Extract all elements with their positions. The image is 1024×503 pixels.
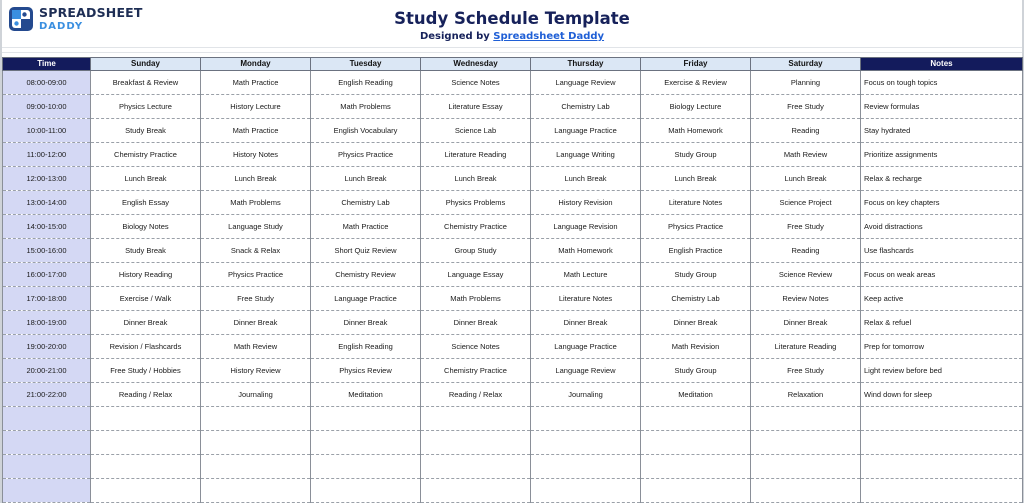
- divider: [2, 52, 1022, 53]
- schedule-cell-saturday[interactable]: Reading: [751, 239, 861, 263]
- column-header-wednesday[interactable]: Wednesday: [421, 58, 531, 71]
- schedule-cell-tuesday[interactable]: Math Practice: [311, 215, 421, 239]
- time-cell[interactable]: 15:00-16:00: [3, 239, 91, 263]
- time-cell[interactable]: 18:00-19:00: [3, 311, 91, 335]
- notes-cell[interactable]: Focus on tough topics: [861, 71, 1023, 95]
- schedule-cell-monday[interactable]: Math Practice: [201, 71, 311, 95]
- schedule-cell-sunday[interactable]: Revision / Flashcards: [91, 335, 201, 359]
- table-row: [3, 479, 1023, 503]
- table-row: [3, 287, 1023, 311]
- schedule-cell-thursday[interactable]: History Revision: [531, 191, 641, 215]
- schedule-cell-sunday[interactable]: Biology Notes: [91, 215, 201, 239]
- schedule-cell-friday[interactable]: Literature Notes: [641, 191, 751, 215]
- time-cell[interactable]: 17:00-18:00: [3, 287, 91, 311]
- schedule-cell-thursday[interactable]: Language Review: [531, 71, 641, 95]
- time-cell[interactable]: 08:00-09:00: [3, 71, 91, 95]
- schedule-cell-saturday[interactable]: Science Project: [751, 191, 861, 215]
- schedule-cell-wednesday[interactable]: Lunch Break: [421, 167, 531, 191]
- table-row: [3, 263, 1023, 287]
- schedule-cell-saturday[interactable]: Free Study: [751, 215, 861, 239]
- schedule-cell-thursday[interactable]: Journaling: [531, 383, 641, 407]
- schedule-cell-friday[interactable]: Math Revision: [641, 335, 751, 359]
- schedule-cell-friday[interactable]: Dinner Break: [641, 311, 751, 335]
- table-row: [3, 431, 1023, 455]
- schedule-cell-thursday[interactable]: Language Writing: [531, 143, 641, 167]
- schedule-cell-monday[interactable]: Dinner Break: [201, 311, 311, 335]
- schedule-cell-saturday[interactable]: Free Study: [751, 95, 861, 119]
- subtitle-prefix: Designed by: [419, 31, 490, 42]
- schedule-cell-monday[interactable]: Math Practice: [201, 119, 311, 143]
- column-header-sunday[interactable]: Sunday: [91, 58, 201, 71]
- schedule-cell-tuesday[interactable]: [311, 479, 421, 503]
- schedule-cell-monday[interactable]: [201, 431, 311, 455]
- table-row: [3, 191, 1023, 215]
- schedule-cell-thursday[interactable]: Language Practice: [531, 119, 641, 143]
- schedule-cell-wednesday[interactable]: Science Lab: [421, 119, 531, 143]
- schedule-cell-saturday[interactable]: Planning: [751, 71, 861, 95]
- column-header-tuesday[interactable]: Tuesday: [311, 58, 421, 71]
- table-row: [3, 335, 1023, 359]
- column-header-time[interactable]: Time: [3, 58, 91, 71]
- table-row: [3, 311, 1023, 335]
- notes-cell[interactable]: Prioritize assignments: [861, 143, 1023, 167]
- table-row: [3, 143, 1023, 167]
- schedule-cell-friday[interactable]: Physics Practice: [641, 215, 751, 239]
- schedule-cell-saturday[interactable]: Relaxation: [751, 383, 861, 407]
- schedule-cell-sunday[interactable]: English Essay: [91, 191, 201, 215]
- time-cell[interactable]: [3, 455, 91, 479]
- schedule-cell-tuesday[interactable]: [311, 455, 421, 479]
- schedule-cell-saturday[interactable]: Dinner Break: [751, 311, 861, 335]
- table-row: [3, 71, 1023, 95]
- schedule-cell-tuesday[interactable]: English Reading: [311, 71, 421, 95]
- schedule-cell-tuesday[interactable]: Chemistry Lab: [311, 191, 421, 215]
- time-cell[interactable]: 11:00-12:00: [3, 143, 91, 167]
- schedule-cell-saturday[interactable]: Math Review: [751, 143, 861, 167]
- schedule-cell-tuesday[interactable]: Short Quiz Review: [311, 239, 421, 263]
- divider: [2, 47, 1022, 48]
- schedule-cell-thursday[interactable]: Dinner Break: [531, 311, 641, 335]
- schedule-cell-thursday[interactable]: Language Review: [531, 359, 641, 383]
- schedule-cell-tuesday[interactable]: Physics Review: [311, 359, 421, 383]
- schedule-cell-saturday[interactable]: Literature Reading: [751, 335, 861, 359]
- schedule-table: [2, 57, 1023, 503]
- schedule-cell-monday[interactable]: Math Problems: [201, 191, 311, 215]
- schedule-cell-friday[interactable]: Study Group: [641, 263, 751, 287]
- schedule-cell-friday[interactable]: Biology Lecture: [641, 95, 751, 119]
- notes-cell[interactable]: Stay hydrated: [861, 119, 1023, 143]
- schedule-cell-saturday[interactable]: [751, 479, 861, 503]
- time-cell[interactable]: 19:00-20:00: [3, 335, 91, 359]
- notes-cell[interactable]: Review formulas: [861, 95, 1023, 119]
- schedule-cell-tuesday[interactable]: [311, 407, 421, 431]
- schedule-cell-monday[interactable]: History Notes: [201, 143, 311, 167]
- schedule-cell-saturday[interactable]: Science Review: [751, 263, 861, 287]
- notes-cell[interactable]: Keep active: [861, 287, 1023, 311]
- schedule-cell-wednesday[interactable]: [421, 455, 531, 479]
- notes-cell[interactable]: [861, 455, 1023, 479]
- schedule-cell-friday[interactable]: Lunch Break: [641, 167, 751, 191]
- schedule-cell-saturday[interactable]: Reading: [751, 119, 861, 143]
- schedule-cell-sunday[interactable]: Dinner Break: [91, 311, 201, 335]
- schedule-cell-friday[interactable]: [641, 455, 751, 479]
- column-header-monday[interactable]: Monday: [201, 58, 311, 71]
- schedule-cell-tuesday[interactable]: English Vocabulary: [311, 119, 421, 143]
- notes-cell[interactable]: Light review before bed: [861, 359, 1023, 383]
- schedule-cell-sunday[interactable]: [91, 407, 201, 431]
- schedule-cell-saturday[interactable]: [751, 431, 861, 455]
- schedule-cell-monday[interactable]: Math Review: [201, 335, 311, 359]
- schedule-cell-monday[interactable]: Snack & Relax: [201, 239, 311, 263]
- schedule-cell-wednesday[interactable]: [421, 407, 531, 431]
- schedule-cell-friday[interactable]: Math Homework: [641, 119, 751, 143]
- schedule-cell-wednesday[interactable]: Science Notes: [421, 335, 531, 359]
- schedule-cell-monday[interactable]: Physics Practice: [201, 263, 311, 287]
- table-row: [3, 359, 1023, 383]
- column-header-friday[interactable]: Friday: [641, 58, 751, 71]
- schedule-cell-friday[interactable]: Chemistry Lab: [641, 287, 751, 311]
- time-cell[interactable]: 10:00-11:00: [3, 119, 91, 143]
- column-header-saturday[interactable]: Saturday: [751, 58, 861, 71]
- schedule-cell-friday[interactable]: Exercise & Review: [641, 71, 751, 95]
- schedule-cell-wednesday[interactable]: Literature Essay: [421, 95, 531, 119]
- schedule-cell-saturday[interactable]: [751, 407, 861, 431]
- table-row: [3, 167, 1023, 191]
- schedule-cell-thursday[interactable]: [531, 431, 641, 455]
- schedule-cell-friday[interactable]: [641, 407, 751, 431]
- schedule-cell-thursday[interactable]: Math Homework: [531, 239, 641, 263]
- notes-cell[interactable]: Relax & refuel: [861, 311, 1023, 335]
- time-cell[interactable]: 13:00-14:00: [3, 191, 91, 215]
- schedule-cell-monday[interactable]: Journaling: [201, 383, 311, 407]
- schedule-cell-wednesday[interactable]: Chemistry Practice: [421, 359, 531, 383]
- schedule-cell-tuesday[interactable]: Dinner Break: [311, 311, 421, 335]
- schedule-cell-friday[interactable]: Study Group: [641, 359, 751, 383]
- schedule-cell-friday[interactable]: English Practice: [641, 239, 751, 263]
- notes-cell[interactable]: Wind down for sleep: [861, 383, 1023, 407]
- schedule-cell-wednesday[interactable]: Group Study: [421, 239, 531, 263]
- designer-link[interactable]: Spreadsheet Daddy: [493, 31, 605, 42]
- table-header-row: [3, 58, 1023, 71]
- schedule-cell-tuesday[interactable]: [311, 431, 421, 455]
- notes-cell[interactable]: Prep for tomorrow: [861, 335, 1023, 359]
- schedule-cell-monday[interactable]: Free Study: [201, 287, 311, 311]
- schedule-cell-monday[interactable]: Language Study: [201, 215, 311, 239]
- schedule-cell-sunday[interactable]: Study Break: [91, 119, 201, 143]
- schedule-cell-sunday[interactable]: [91, 431, 201, 455]
- time-cell[interactable]: [3, 431, 91, 455]
- table-row: [3, 239, 1023, 263]
- schedule-cell-wednesday[interactable]: Reading / Relax: [421, 383, 531, 407]
- schedule-cell-wednesday[interactable]: [421, 431, 531, 455]
- schedule-cell-sunday[interactable]: Reading / Relax: [91, 383, 201, 407]
- brand-name-secondary: DADDY: [39, 20, 84, 32]
- schedule-cell-thursday[interactable]: Literature Notes: [531, 287, 641, 311]
- schedule-cell-sunday[interactable]: Breakfast & Review: [91, 71, 201, 95]
- schedule-cell-sunday[interactable]: Study Break: [91, 239, 201, 263]
- schedule-cell-tuesday[interactable]: English Reading: [311, 335, 421, 359]
- schedule-cell-thursday[interactable]: [531, 407, 641, 431]
- time-cell[interactable]: [3, 479, 91, 503]
- notes-cell[interactable]: [861, 407, 1023, 431]
- time-cell[interactable]: 09:00-10:00: [3, 95, 91, 119]
- schedule-cell-thursday[interactable]: Math Lecture: [531, 263, 641, 287]
- schedule-cell-saturday[interactable]: Review Notes: [751, 287, 861, 311]
- schedule-cell-monday[interactable]: Lunch Break: [201, 167, 311, 191]
- schedule-cell-wednesday[interactable]: Physics Problems: [421, 191, 531, 215]
- table-row: [3, 215, 1023, 239]
- column-header-thursday[interactable]: Thursday: [531, 58, 641, 71]
- notes-cell[interactable]: Focus on weak areas: [861, 263, 1023, 287]
- schedule-cell-tuesday[interactable]: Language Practice: [311, 287, 421, 311]
- schedule-cell-monday[interactable]: [201, 455, 311, 479]
- table-row: [3, 407, 1023, 431]
- schedule-cell-friday[interactable]: [641, 431, 751, 455]
- notes-cell[interactable]: Relax & recharge: [861, 167, 1023, 191]
- schedule-cell-wednesday[interactable]: Dinner Break: [421, 311, 531, 335]
- brand-name: SPREADSHEET: [39, 5, 143, 20]
- schedule-cell-friday[interactable]: [641, 479, 751, 503]
- schedule-cell-monday[interactable]: [201, 407, 311, 431]
- schedule-cell-sunday[interactable]: [91, 479, 201, 503]
- schedule-cell-thursday[interactable]: [531, 455, 641, 479]
- table-row: [3, 383, 1023, 407]
- notes-cell[interactable]: Avoid distractions: [861, 215, 1023, 239]
- schedule-cell-thursday[interactable]: Lunch Break: [531, 167, 641, 191]
- schedule-cell-tuesday[interactable]: Math Problems: [311, 95, 421, 119]
- schedule-cell-wednesday[interactable]: Chemistry Practice: [421, 215, 531, 239]
- time-cell[interactable]: [3, 407, 91, 431]
- schedule-cell-thursday[interactable]: Language Revision: [531, 215, 641, 239]
- schedule-cell-saturday[interactable]: [751, 455, 861, 479]
- schedule-cell-sunday[interactable]: Free Study / Hobbies: [91, 359, 201, 383]
- notes-cell[interactable]: [861, 479, 1023, 503]
- page-subtitle: [0, 31, 1024, 42]
- schedule-cell-tuesday[interactable]: Lunch Break: [311, 167, 421, 191]
- schedule-cell-sunday[interactable]: Chemistry Practice: [91, 143, 201, 167]
- schedule-cell-monday[interactable]: History Lecture: [201, 95, 311, 119]
- schedule-cell-thursday[interactable]: Language Practice: [531, 335, 641, 359]
- schedule-cell-saturday[interactable]: Lunch Break: [751, 167, 861, 191]
- schedule-cell-sunday[interactable]: Exercise / Walk: [91, 287, 201, 311]
- time-cell[interactable]: 16:00-17:00: [3, 263, 91, 287]
- time-cell[interactable]: 12:00-13:00: [3, 167, 91, 191]
- schedule-cell-wednesday[interactable]: Literature Reading: [421, 143, 531, 167]
- notes-cell[interactable]: Focus on key chapters: [861, 191, 1023, 215]
- schedule-cell-wednesday[interactable]: Language Essay: [421, 263, 531, 287]
- column-header-notes[interactable]: Notes: [861, 58, 1023, 71]
- schedule-cell-thursday[interactable]: [531, 479, 641, 503]
- schedule-cell-tuesday[interactable]: Chemistry Review: [311, 263, 421, 287]
- schedule-cell-monday[interactable]: History Review: [201, 359, 311, 383]
- schedule-cell-friday[interactable]: Study Group: [641, 143, 751, 167]
- schedule-cell-friday[interactable]: Meditation: [641, 383, 751, 407]
- page-title: Study Schedule Template: [394, 9, 630, 28]
- schedule-cell-sunday[interactable]: History Reading: [91, 263, 201, 287]
- schedule-cell-wednesday[interactable]: [421, 479, 531, 503]
- schedule-cell-sunday[interactable]: Physics Lecture: [91, 95, 201, 119]
- schedule-cell-sunday[interactable]: [91, 455, 201, 479]
- table-row: [3, 95, 1023, 119]
- schedule-cell-thursday[interactable]: Chemistry Lab: [531, 95, 641, 119]
- schedule-cell-wednesday[interactable]: Science Notes: [421, 71, 531, 95]
- schedule-cell-saturday[interactable]: Free Study: [751, 359, 861, 383]
- notes-cell[interactable]: [861, 431, 1023, 455]
- time-cell[interactable]: 14:00-15:00: [3, 215, 91, 239]
- time-cell[interactable]: 20:00-21:00: [3, 359, 91, 383]
- table-row: [3, 119, 1023, 143]
- table-row: [3, 455, 1023, 479]
- schedule-cell-wednesday[interactable]: Math Problems: [421, 287, 531, 311]
- schedule-cell-monday[interactable]: [201, 479, 311, 503]
- schedule-cell-tuesday[interactable]: Meditation: [311, 383, 421, 407]
- schedule-cell-sunday[interactable]: Lunch Break: [91, 167, 201, 191]
- time-cell[interactable]: 21:00-22:00: [3, 383, 91, 407]
- notes-cell[interactable]: Use flashcards: [861, 239, 1023, 263]
- schedule-cell-tuesday[interactable]: Physics Practice: [311, 143, 421, 167]
